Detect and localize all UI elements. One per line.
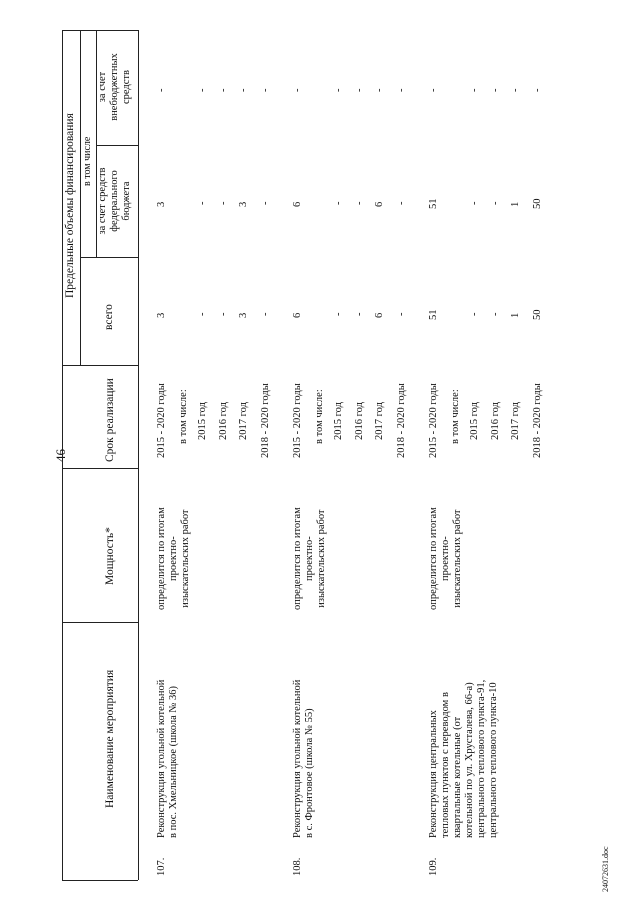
row-number: 108. <box>292 857 303 876</box>
federal-value: 51 <box>428 198 439 209</box>
row-period: 2018 - 2020 годы <box>532 383 543 458</box>
extrabudget-value: - <box>156 88 167 92</box>
row-period: 2016 год <box>490 402 501 440</box>
header-sep-period-funding <box>62 365 138 366</box>
header-funding-group: Предельные объемы финансирования <box>64 113 76 298</box>
extrabudget-value: - <box>396 88 407 92</box>
row-period: в том числе: <box>314 389 325 444</box>
header-period-col: Срок реализации <box>104 378 116 462</box>
extrabudget-value: - <box>292 88 303 92</box>
header-capacity-col: Мощность* <box>104 527 116 585</box>
extrabudget-value: - <box>490 88 501 92</box>
extrabudget-value: - <box>238 88 249 92</box>
header-extrabudget-col: за счет внебюджетных средств <box>97 53 132 121</box>
row-capacity: определится по итогам проектно- изыскательских работ <box>428 507 463 610</box>
row-period: 2016 год <box>354 402 365 440</box>
federal-value: - <box>354 201 365 205</box>
header-total-col: всего <box>103 304 115 330</box>
row-period: 2015 - 2020 годы <box>292 383 303 458</box>
row-period: 2018 - 2020 годы <box>396 383 407 458</box>
funding-sep-total-including <box>80 257 138 258</box>
extrabudget-value: - <box>510 88 521 92</box>
federal-value: - <box>469 201 480 205</box>
row-period: 2017 год <box>238 402 249 440</box>
federal-value: - <box>490 201 501 205</box>
extrabudget-value: - <box>532 88 543 92</box>
total-value: - <box>333 312 344 316</box>
header-sep-name-capacity <box>62 622 138 623</box>
header-name-col: Наименование мероприятия <box>104 669 116 808</box>
total-value: - <box>490 312 501 316</box>
row-number: 107. <box>156 857 167 876</box>
header-sep-capacity-period <box>62 468 138 469</box>
federal-value: - <box>333 201 344 205</box>
row-period: 2015 год <box>333 402 344 440</box>
row-capacity: определится по итогам проектно- изыскательских работ <box>292 507 327 610</box>
federal-value: 6 <box>374 201 385 207</box>
extrabudget-value: - <box>218 88 229 92</box>
total-value: - <box>354 312 365 316</box>
total-value: 3 <box>238 312 249 318</box>
row-name: Реконструкция угольной котельной в с. Фронтовое (школа № 55) <box>292 679 315 838</box>
table-bottom-border <box>62 880 138 881</box>
federal-value: - <box>260 201 271 205</box>
header-left-border <box>62 30 63 880</box>
federal-value: - <box>197 201 208 205</box>
total-value: 6 <box>374 312 385 318</box>
footer-doc-code: 24072631.doc <box>601 846 610 892</box>
total-value: 51 <box>428 309 439 320</box>
extrabudget-value: - <box>469 88 480 92</box>
total-value: 1 <box>510 312 521 318</box>
row-period: 2015 год <box>197 402 208 440</box>
row-capacity: определится по итогам проектно- изыскательских работ <box>156 507 191 610</box>
extrabudget-value: - <box>374 88 385 92</box>
federal-value: 3 <box>238 201 249 207</box>
row-period: 2015 - 2020 годы <box>156 383 167 458</box>
header-federal-col: за счет средств федерального бюджета <box>97 167 132 235</box>
federal-value: 6 <box>292 201 303 207</box>
total-value: - <box>396 312 407 316</box>
federal-value: 1 <box>510 201 521 207</box>
total-value: 6 <box>292 312 303 318</box>
total-value: - <box>260 312 271 316</box>
funding-group-divider <box>80 30 81 365</box>
row-period: 2015 год <box>469 402 480 440</box>
row-period: 2018 - 2020 годы <box>260 383 271 458</box>
extrabudget-value: - <box>260 88 271 92</box>
total-value: 50 <box>532 309 543 320</box>
row-period: 2016 год <box>218 402 229 440</box>
header-right-border <box>138 30 139 880</box>
federal-value: 50 <box>532 198 543 209</box>
row-period: 2017 год <box>374 402 385 440</box>
total-value: - <box>197 312 208 316</box>
extrabudget-value: - <box>197 88 208 92</box>
federal-value: 3 <box>156 201 167 207</box>
total-value: - <box>469 312 480 316</box>
extrabudget-value: - <box>354 88 365 92</box>
header-including: в том числе <box>82 136 93 186</box>
row-period: 2015 - 2020 годы <box>428 383 439 458</box>
federal-value: - <box>396 201 407 205</box>
row-period: 2017 год <box>510 402 521 440</box>
total-value: - <box>218 312 229 316</box>
extrabudget-value: - <box>333 88 344 92</box>
page-number: 46 <box>53 449 68 462</box>
row-number: 109. <box>428 857 439 876</box>
extrabudget-value: - <box>428 88 439 92</box>
total-value: 3 <box>156 312 167 318</box>
row-name: Реконструкция угольной котельной в пос. Хмельницкое (школа № 36) <box>156 679 179 838</box>
row-period: в том числе: <box>178 389 189 444</box>
federal-value: - <box>218 201 229 205</box>
row-name: Реконструкция центральных тепловых пунктов с переводом в квартальные котельные (от котельной по ул. Хрусталева, 66-а) центрального теплового пункта-91, центрального теплового пункта-10 <box>428 679 499 838</box>
row-period: в том числе: <box>450 389 461 444</box>
